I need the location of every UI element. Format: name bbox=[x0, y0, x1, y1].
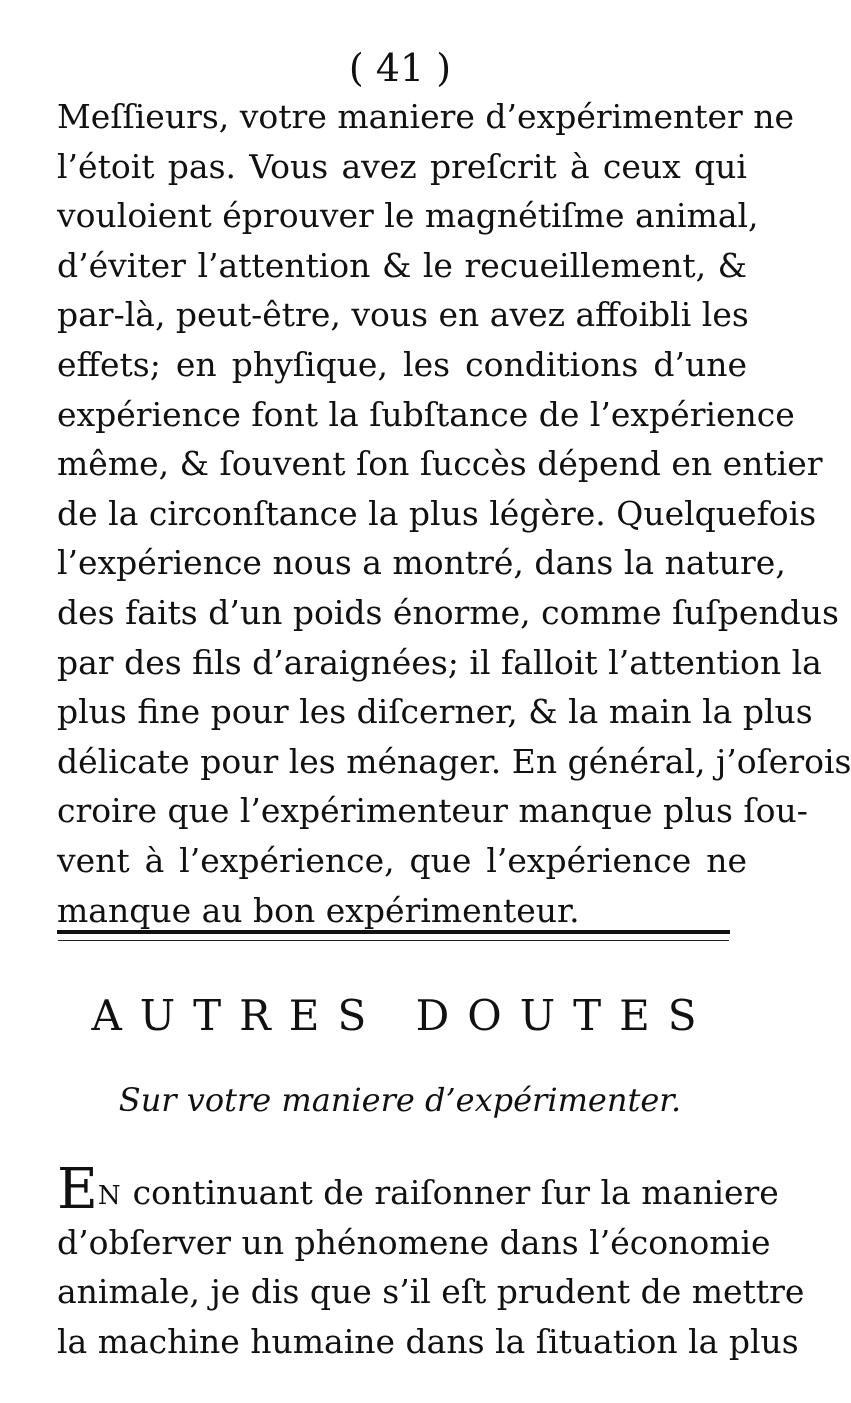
text-line: de la circonſtance la plus légère. Quelquefois bbox=[57, 493, 817, 533]
text-line: Meſſieurs, votre maniere d’expérimenter ne bbox=[57, 97, 795, 136]
section-heading: AUTRES DOUTES bbox=[91, 991, 715, 1040]
text-line: d’éviter l’attention & le recueillement, & bbox=[57, 245, 747, 285]
text-line: effets; en phyſique, les conditions d’une bbox=[57, 344, 747, 384]
text-line-rest: continuant de raiſonner ſur la maniere bbox=[132, 1173, 779, 1212]
paragraph-1 bbox=[57, 92, 851, 935]
section-divider-rule bbox=[57, 930, 730, 934]
text-line: vouloient éprouver le magnétiſme animal, bbox=[57, 196, 759, 236]
page-number: ( 41 ) bbox=[348, 46, 452, 90]
section-divider-gap bbox=[57, 937, 730, 940]
text-line: expérience font la ſubſtance de l’expérience bbox=[57, 394, 795, 434]
text-line: croire que l’expérimenteur manque plus ſou- bbox=[57, 791, 808, 831]
text-line: délicate pour les ménager. En général, j’oſerois bbox=[57, 741, 851, 781]
text-line: manque au bon expérimenteur. bbox=[57, 890, 580, 930]
text-line: d’obſerver un phénomene dans l’économie bbox=[57, 1222, 771, 1262]
text-line: même, & ſouvent ſon ſuccès dépend en entier bbox=[57, 444, 823, 484]
text-line: vent à l’expérience, que l’expérience ne bbox=[57, 840, 747, 880]
text-line: des faits d’un poids énorme, comme ſuſpendus bbox=[57, 592, 839, 632]
text-line: l’expérience nous a montré, dans la nature, bbox=[57, 543, 786, 583]
text-line: animale, je dis que s’il eſt prudent de mettre bbox=[57, 1272, 805, 1312]
section-subheading: Sur votre maniere d’expérimenter. bbox=[118, 1081, 682, 1119]
text-line-first bbox=[57, 1157, 779, 1222]
text-line: par-là, peut-être, vous en avez affoibli les bbox=[57, 295, 749, 335]
text-line: par des fils d’araignées; il falloit l’attention la bbox=[57, 642, 822, 682]
small-cap: N bbox=[97, 1181, 121, 1211]
paragraph-2 bbox=[57, 1157, 805, 1366]
text-line: plus fine pour les diſcerner, & la main la plus bbox=[57, 692, 813, 732]
text-line: l’étoit pas. Vous avez preſcrit à ceux qui bbox=[57, 146, 747, 186]
drop-cap: E bbox=[57, 1157, 98, 1222]
text-line: la machine humaine dans la ſituation la plus bbox=[57, 1321, 799, 1361]
